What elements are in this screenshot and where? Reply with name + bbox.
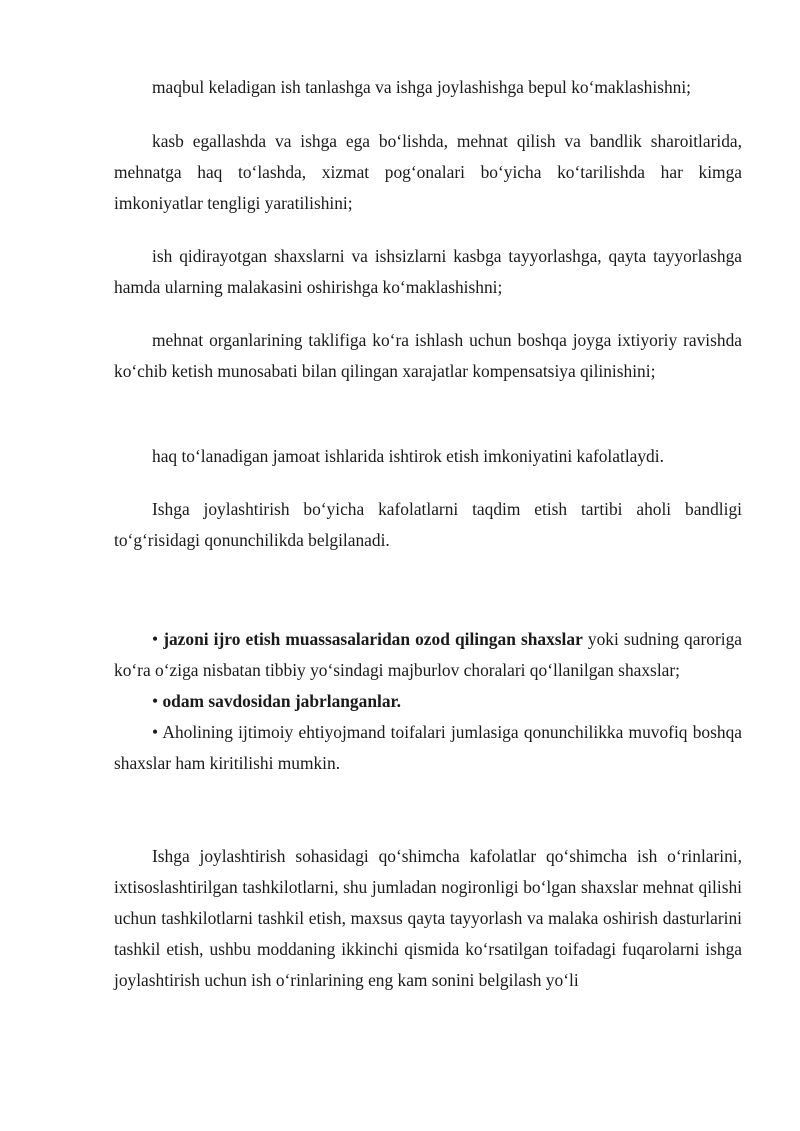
bullet-marker: • — [152, 629, 159, 649]
bullet-item-bold-text: jazoni ijro etish muassasalaridan ozod qilingan shaxslar — [163, 629, 583, 649]
bullet-item-released-persons — [114, 624, 742, 686]
bullet-list — [114, 624, 742, 779]
bullet-item-bold-text: odam savdosidan jabrlanganlar. — [162, 691, 401, 711]
bullet-item-text: yoki sudning qaroriga ko‘ra o‘ziga nisbatan tibbiy yo‘sindagi majburlov choralari qo‘llanilgan shaxslar; — [114, 629, 742, 680]
paragraph-relocation-compensation: mehnat organlarining taklifiga ko‘ra ishlash uchun boshqa joyga ixtiyoriy ravishda ko‘chib ketish munosabati bilan qilingan xarajatlar kompensatsiya qilinishini; — [114, 330, 742, 381]
paragraph-equal-opportunities: kasb egallashda va ishga ega bo‘lishda, mehnat qilish va bandlik sharoitlarida, mehnatga haq to‘lashda, xizmat pog‘onalari bo‘yicha ko‘tarilishda har kimga imkoniyatlar tengligi yaratilishini; — [114, 131, 742, 213]
bullet-marker: • — [152, 691, 159, 711]
bullet-item-text: Aholining ijtimoiy ehtiyojmand toifalari jumlasiga qonunchilikka muvofiq boshqa shaxslar ham kiritilishi mumkin. — [114, 722, 742, 773]
bullet-marker: • — [152, 722, 159, 742]
paragraph-vocational-training: ish qidirayotgan shaxslarni va ishsizlarni kasbga tayyorlashga, qayta tayyorlashga hamda ularning malakasini oshirishga ko‘maklashishni; — [114, 246, 742, 297]
paragraph-free-job-assistance: maqbul keladigan ish tanlashga va ishga joylashishga bepul ko‘maklashishni; — [152, 77, 692, 97]
paragraph-additional-guarantees: Ishga joylashtirish sohasidagi qo‘shimcha kafolatlar qo‘shimcha ish o‘rinlarini, ixtisoslashtirilgan tashkilotlarni, shu jumladan nogironligi bo‘lgan shaxslar mehnat qilishi uchun tashkilotlarni tashkil etish, maxsus qayta tayyorlash va malaka oshirish dasturlarini tashkil etish, ushbu moddaning ikkinchi qismida ko‘rsatilgan toifadagi fuqarolarni ishga joylashtirish uchun ish o‘rinlarining eng kam sonini belgilash yo‘li — [114, 846, 742, 990]
bullet-item-other-persons — [114, 717, 742, 779]
paragraph-guarantee-procedure: Ishga joylashtirish bo‘yicha kafolatlarni taqdim etish tartibi aholi bandligi to‘g‘risidagi qonunchilikda belgilanadi. — [114, 499, 742, 550]
paragraph-public-works: haq to‘lanadigan jamoat ishlarida ishtirok etish imkoniyatini kafolatlaydi. — [152, 446, 664, 466]
bullet-item-trafficking-victims — [114, 686, 742, 717]
